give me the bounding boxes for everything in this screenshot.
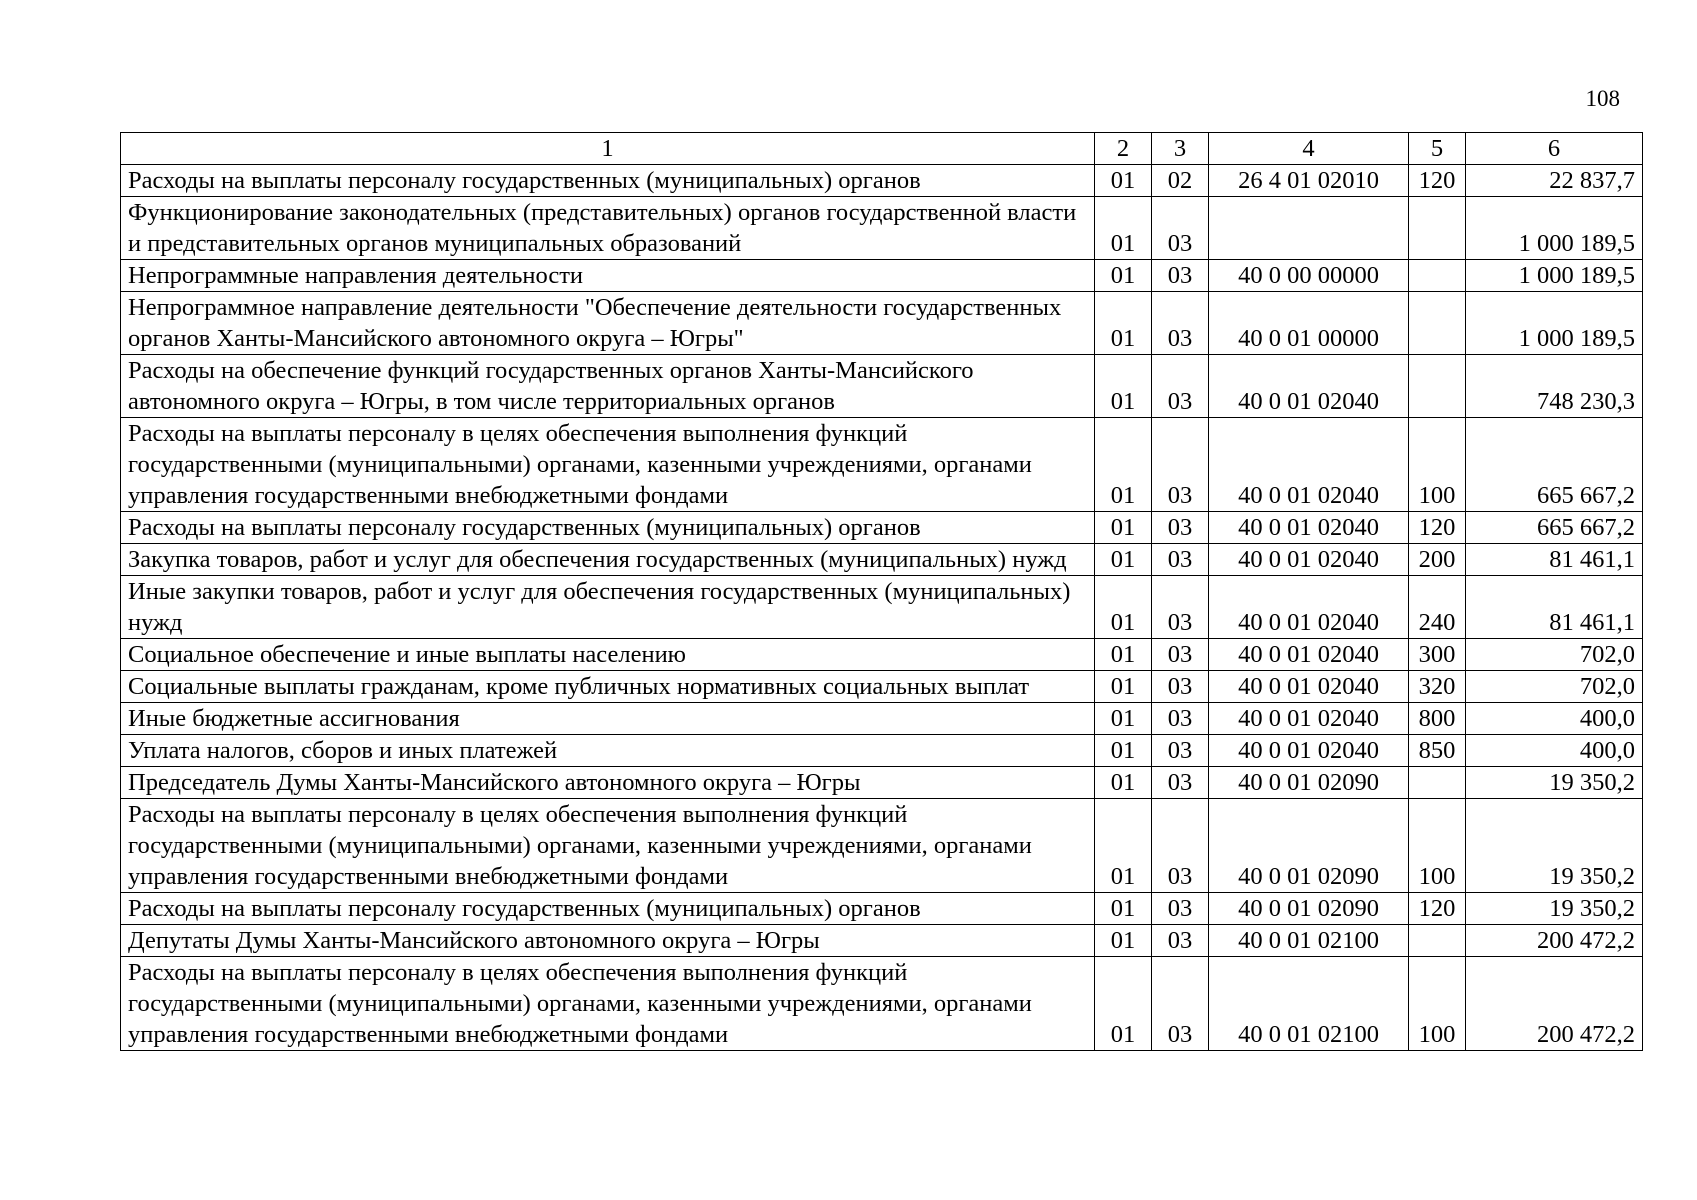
expense-type-cell: 200 [1409,544,1466,576]
section-code-cell: 01 [1095,292,1152,355]
target-article-cell: 40 0 01 02040 [1209,418,1409,512]
subsection-code-cell: 03 [1152,893,1209,925]
expense-name-cell: Социальное обеспечение и иные выплаты населению [121,639,1095,671]
amount-cell: 400,0 [1466,703,1643,735]
expense-name-cell: Депутаты Думы Ханты-Мансийского автономного округа – Югры [121,925,1095,957]
subsection-code-cell: 03 [1152,957,1209,1051]
target-article-cell: 40 0 01 02090 [1209,799,1409,893]
target-article-cell: 40 0 00 00000 [1209,260,1409,292]
section-code-cell: 01 [1095,165,1152,197]
subsection-code-cell: 03 [1152,576,1209,639]
expense-type-cell: 850 [1409,735,1466,767]
page-number: 108 [1585,86,1620,111]
subsection-code-cell: 03 [1152,703,1209,735]
section-code-cell: 01 [1095,544,1152,576]
target-article-cell: 26 4 01 02010 [1209,165,1409,197]
table-row [121,671,1643,703]
table-row [121,355,1643,418]
amount-cell: 665 667,2 [1466,512,1643,544]
expense-type-cell: 320 [1409,671,1466,703]
amount-cell: 81 461,1 [1466,544,1643,576]
amount-cell: 748 230,3 [1466,355,1643,418]
subsection-code-cell: 03 [1152,512,1209,544]
expense-type-cell: 100 [1409,957,1466,1051]
target-article-cell: 40 0 01 00000 [1209,292,1409,355]
section-code-cell: 01 [1095,260,1152,292]
table-row [121,418,1643,512]
expense-type-cell [1409,355,1466,418]
column-header: 5 [1409,133,1466,165]
target-article-cell: 40 0 01 02100 [1209,925,1409,957]
expense-type-cell: 120 [1409,512,1466,544]
expense-type-cell: 800 [1409,703,1466,735]
subsection-code-cell: 03 [1152,925,1209,957]
amount-cell: 200 472,2 [1466,925,1643,957]
amount-cell: 702,0 [1466,639,1643,671]
expense-name-cell: Непрограммное направление деятельности "Обеспечение деятельности государственных органов Ханты-Мансийского автономного округа – Югры" [121,292,1095,355]
amount-cell: 1 000 189,5 [1466,260,1643,292]
target-article-cell: 40 0 01 02040 [1209,703,1409,735]
amount-cell: 665 667,2 [1466,418,1643,512]
column-header: 2 [1095,133,1152,165]
target-article-cell: 40 0 01 02040 [1209,576,1409,639]
expense-name-cell: Расходы на выплаты персоналу государственных (муниципальных) органов [121,165,1095,197]
expense-type-cell: 100 [1409,418,1466,512]
table-row [121,544,1643,576]
amount-cell: 400,0 [1466,735,1643,767]
expense-name-cell: Иные закупки товаров, работ и услуг для обеспечения государственных (муниципальных) нужд [121,576,1095,639]
section-code-cell: 01 [1095,576,1152,639]
target-article-cell: 40 0 01 02040 [1209,512,1409,544]
target-article-cell: 40 0 01 02040 [1209,639,1409,671]
expense-name-cell: Расходы на выплаты персоналу государственных (муниципальных) органов [121,512,1095,544]
expense-type-cell: 100 [1409,799,1466,893]
amount-cell: 19 350,2 [1466,799,1643,893]
expense-name-cell: Расходы на обеспечение функций государственных органов Ханты-Мансийского автономного округа – Югры, в том числе территориальных органов [121,355,1095,418]
table-row [121,957,1643,1051]
subsection-code-cell: 03 [1152,544,1209,576]
subsection-code-cell: 03 [1152,260,1209,292]
column-header: 3 [1152,133,1209,165]
section-code-cell: 01 [1095,957,1152,1051]
amount-cell: 19 350,2 [1466,893,1643,925]
table-row [121,639,1643,671]
section-code-cell: 01 [1095,925,1152,957]
expense-name-cell: Расходы на выплаты персоналу в целях обеспечения выполнения функций государственными (муниципальными) органами, казенными учреждениями, органами управления государственными внебюджетными фондами [121,957,1095,1051]
subsection-code-cell: 03 [1152,292,1209,355]
expense-type-cell: 120 [1409,893,1466,925]
subsection-code-cell: 03 [1152,197,1209,260]
expense-type-cell: 240 [1409,576,1466,639]
table-header-row [121,133,1643,165]
column-header: 4 [1209,133,1409,165]
table-row [121,292,1643,355]
table-row [121,512,1643,544]
table-row [121,576,1643,639]
target-article-cell: 40 0 01 02090 [1209,767,1409,799]
expense-name-cell: Уплата налогов, сборов и иных платежей [121,735,1095,767]
expense-name-cell: Непрограммные направления деятельности [121,260,1095,292]
table-row [121,799,1643,893]
amount-cell: 1 000 189,5 [1466,292,1643,355]
expense-name-cell: Расходы на выплаты персоналу государственных (муниципальных) органов [121,893,1095,925]
target-article-cell: 40 0 01 02100 [1209,957,1409,1051]
column-header: 6 [1466,133,1643,165]
table-body [121,165,1643,1051]
expense-type-cell: 300 [1409,639,1466,671]
section-code-cell: 01 [1095,735,1152,767]
expense-name-cell: Функционирование законодательных (представительных) органов государственной власти и представительных органов муниципальных образований [121,197,1095,260]
target-article-cell [1209,197,1409,260]
expense-name-cell: Социальные выплаты гражданам, кроме публичных нормативных социальных выплат [121,671,1095,703]
amount-cell: 1 000 189,5 [1466,197,1643,260]
amount-cell: 19 350,2 [1466,767,1643,799]
subsection-code-cell: 03 [1152,799,1209,893]
budget-table [120,132,1643,1051]
expense-type-cell [1409,925,1466,957]
target-article-cell: 40 0 01 02040 [1209,671,1409,703]
table-row [121,925,1643,957]
subsection-code-cell: 03 [1152,355,1209,418]
expense-name-cell: Председатель Думы Ханты-Мансийского автономного округа – Югры [121,767,1095,799]
subsection-code-cell: 03 [1152,418,1209,512]
amount-cell: 702,0 [1466,671,1643,703]
expense-name-cell: Закупка товаров, работ и услуг для обеспечения государственных (муниципальных) нужд [121,544,1095,576]
table-row [121,703,1643,735]
section-code-cell: 01 [1095,197,1152,260]
target-article-cell: 40 0 01 02040 [1209,735,1409,767]
expense-name-cell: Расходы на выплаты персоналу в целях обеспечения выполнения функций государственными (муниципальными) органами, казенными учреждениями, органами управления государственными внебюджетными фондами [121,799,1095,893]
expense-type-cell [1409,260,1466,292]
section-code-cell: 01 [1095,639,1152,671]
table-row [121,735,1643,767]
target-article-cell: 40 0 01 02040 [1209,355,1409,418]
expense-type-cell: 120 [1409,165,1466,197]
subsection-code-cell: 02 [1152,165,1209,197]
expense-name-cell: Расходы на выплаты персоналу в целях обеспечения выполнения функций государственными (муниципальными) органами, казенными учреждениями, органами управления государственными внебюджетными фондами [121,418,1095,512]
amount-cell: 81 461,1 [1466,576,1643,639]
section-code-cell: 01 [1095,767,1152,799]
table-row [121,767,1643,799]
target-article-cell: 40 0 01 02040 [1209,544,1409,576]
subsection-code-cell: 03 [1152,671,1209,703]
section-code-cell: 01 [1095,893,1152,925]
expense-type-cell [1409,197,1466,260]
expense-name-cell: Иные бюджетные ассигнования [121,703,1095,735]
expense-type-cell [1409,767,1466,799]
table-row [121,165,1643,197]
subsection-code-cell: 03 [1152,767,1209,799]
amount-cell: 200 472,2 [1466,957,1643,1051]
expense-type-cell [1409,292,1466,355]
subsection-code-cell: 03 [1152,735,1209,767]
subsection-code-cell: 03 [1152,639,1209,671]
section-code-cell: 01 [1095,799,1152,893]
table-row [121,197,1643,260]
target-article-cell: 40 0 01 02090 [1209,893,1409,925]
column-header: 1 [121,133,1095,165]
section-code-cell: 01 [1095,355,1152,418]
section-code-cell: 01 [1095,671,1152,703]
section-code-cell: 01 [1095,512,1152,544]
section-code-cell: 01 [1095,703,1152,735]
amount-cell: 22 837,7 [1466,165,1643,197]
table-row [121,260,1643,292]
table-row [121,893,1643,925]
section-code-cell: 01 [1095,418,1152,512]
